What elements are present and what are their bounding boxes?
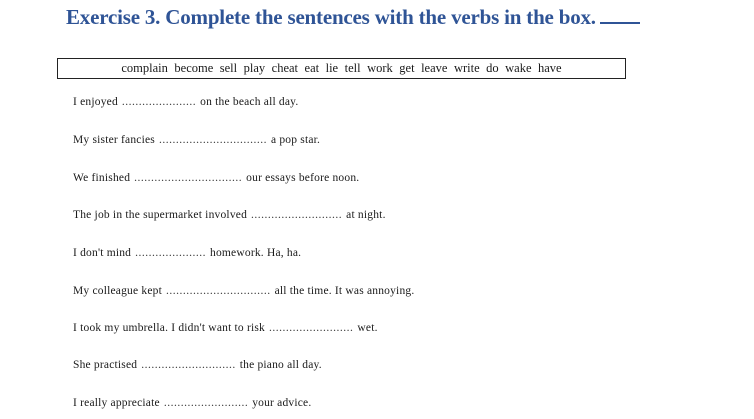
- sentence-text-before: My colleague kept: [73, 285, 162, 297]
- sentence-1: [73, 96, 298, 108]
- answer-blank[interactable]: .........................: [269, 322, 354, 334]
- word-box-item: sell: [219, 61, 238, 75]
- exercise-title-text: Exercise 3. Complete the sentences with the verbs in the box.: [66, 5, 596, 29]
- word-box-item: complain: [121, 61, 168, 75]
- word-box-item: tell: [344, 61, 361, 75]
- answer-blank[interactable]: ................................: [134, 172, 243, 184]
- sentence-text-before: I took my umbrella. I didn't want to risk: [73, 322, 266, 334]
- sentence-9: [73, 397, 311, 409]
- word-box-item: leave: [421, 61, 448, 75]
- exercise-title: [66, 4, 640, 30]
- sentence-text-after: your advice.: [252, 397, 312, 409]
- sentence-text-after: our essays before noon.: [246, 172, 360, 184]
- sentence-text-before: I really appreciate: [73, 397, 160, 409]
- sentence-text-after: wet.: [357, 322, 378, 334]
- word-box: [57, 58, 626, 79]
- sentence-text-after: a pop star.: [270, 134, 321, 146]
- word-box-item: get: [399, 61, 415, 75]
- sentence-text-before: The job in the supermarket involved: [73, 209, 248, 221]
- word-box-item: work: [367, 61, 393, 75]
- word-box-item: cheat: [271, 61, 299, 75]
- sentence-text-before: My sister fancies: [73, 134, 155, 146]
- sentence-text-after: on the beach all day.: [200, 96, 299, 108]
- sentence-text-before: She practised: [73, 359, 138, 371]
- word-box-item: lie: [325, 61, 339, 75]
- sentence-6: [73, 285, 414, 297]
- sentence-4: [73, 209, 386, 221]
- sentence-text-after: all the time. It was annoying.: [274, 285, 415, 297]
- answer-blank[interactable]: ................................: [158, 134, 267, 146]
- sentence-2: [73, 134, 320, 146]
- word-box-item: play: [243, 61, 266, 75]
- sentence-5: [73, 247, 301, 259]
- answer-blank[interactable]: ...............................: [165, 285, 271, 297]
- sentence-3: [73, 172, 359, 184]
- sentence-text-before: I enjoyed: [73, 96, 118, 108]
- word-box-item: eat: [304, 61, 320, 75]
- word-box-item: do: [486, 61, 499, 75]
- word-box-item: become: [174, 61, 214, 75]
- answer-blank[interactable]: ...........................: [251, 209, 343, 221]
- word-box-item: wake: [505, 61, 532, 75]
- word-box-item: have: [538, 61, 562, 75]
- word-box-item: write: [453, 61, 480, 75]
- score-blank[interactable]: [600, 4, 640, 24]
- sentence-7: [73, 322, 378, 334]
- answer-blank[interactable]: ......................: [121, 96, 197, 108]
- sentence-text-before: I don't mind: [73, 247, 132, 259]
- answer-blank[interactable]: ............................: [141, 359, 236, 371]
- sentence-8: [73, 359, 322, 371]
- sentence-text-before: We finished: [73, 172, 131, 184]
- sentence-text-after: at night.: [346, 209, 386, 221]
- answer-blank[interactable]: .........................: [163, 397, 249, 409]
- answer-blank[interactable]: .....................: [135, 247, 207, 259]
- sentence-text-after: the piano all day.: [239, 359, 322, 371]
- sentence-text-after: homework. Ha, ha.: [210, 247, 302, 259]
